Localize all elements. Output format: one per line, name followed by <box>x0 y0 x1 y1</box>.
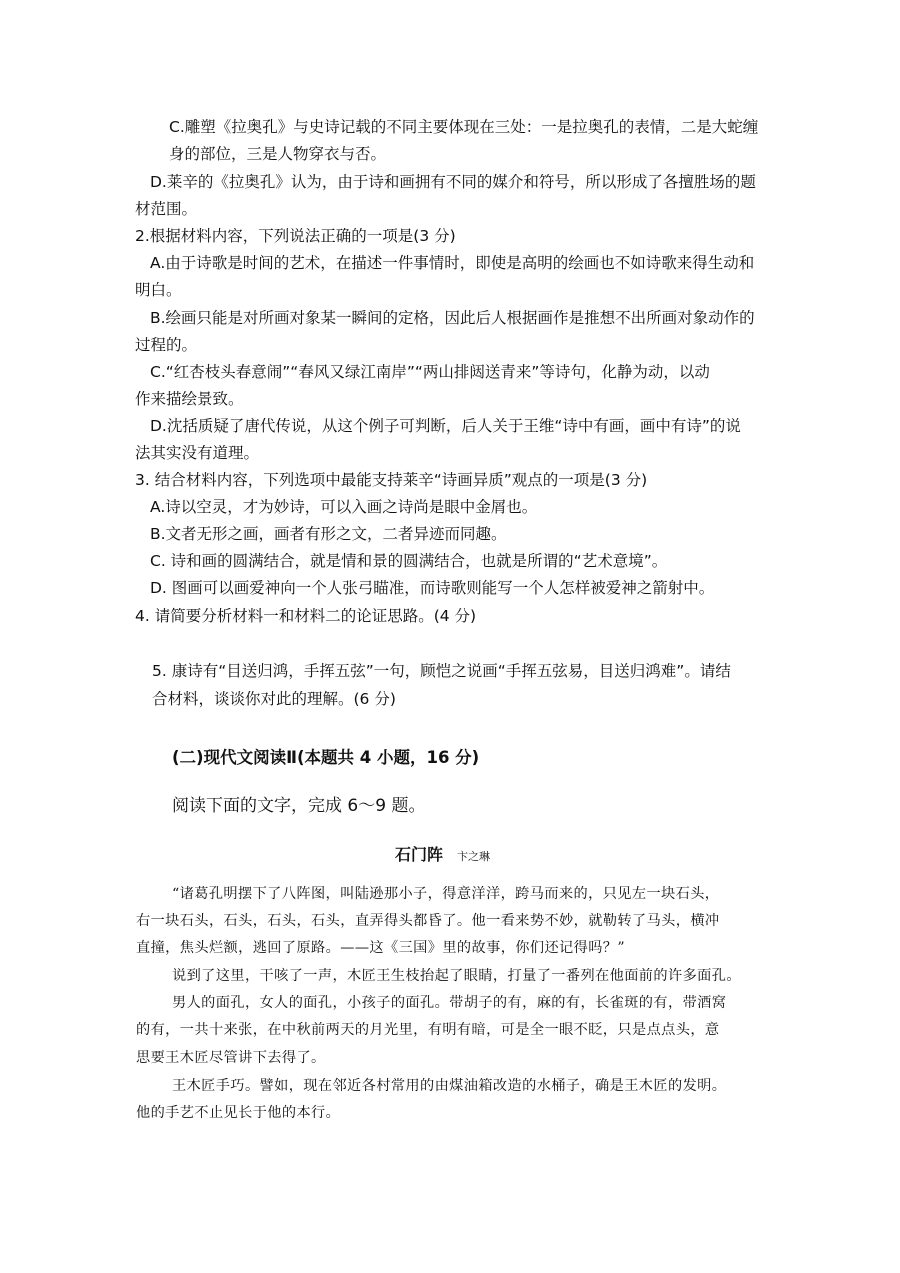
q2-option-a-line1: A.由于诗歌是时间的艺术，在描述一件事情时，即使是高明的绘画也不如诗歌来得生动和 <box>150 254 755 272</box>
q1-option-d-line1: D.莱辛的《拉奥孔》认为，由于诗和画拥有不同的媒介和符号，所以形成了各擅胜场的题 <box>150 173 756 191</box>
q2-option-b-line2: 过程的。 <box>135 336 198 354</box>
story-title-block <box>395 845 490 867</box>
q1-option-c-line2: 身的部位，三是人物穿衣与否。 <box>169 145 387 163</box>
story-author: 卞之琳 <box>457 850 491 863</box>
q3-option-a: A.诗以空灵，才为妙诗，可以入画之诗尚是眼中金屑也。 <box>150 498 538 516</box>
story-line: 王木匠手巧。譬如，现在邻近各村常用的由煤油箱改造的水桶子，确是王木匠的发明。 <box>172 1078 727 1094</box>
q3-option-c: C. 诗和画的圆满结合，就是情和景的圆满结合，也就是所谓的“艺术意境”。 <box>150 552 668 570</box>
q3-stem: 3. 结合材料内容，下列选项中最能支持莱辛“诗画异质”观点的一项是(3 分) <box>135 471 648 489</box>
story-line: 直撞，焦头烂额，逃回了原路。——这《三国》里的故事，你们还记得吗？” <box>136 940 626 956</box>
story-title: 石门阵 <box>395 845 444 864</box>
q2-stem: 2.根据材料内容，下列说法正确的一项是(3 分) <box>135 227 456 245</box>
story-line: 的有，一共十来张，在中秋前两天的月光里，有明有暗，可是全一眼不眨，只是点点头，意 <box>136 1022 720 1038</box>
q2-option-c-line1: C.“红杏枝头春意闹”“春风又绿江南岸”“两山排闼送青来”等诗句，化静为动，以动 <box>150 363 710 381</box>
section-title: (二)现代文阅读Ⅱ(本题共 4 小题，16 分) <box>172 748 480 767</box>
story-line: “诸葛孔明摆下了八阵图，叫陆逊那小子，得意洋洋，跨马而来的，只见左一块石头， <box>172 886 720 902</box>
section-instruction: 阅读下面的文字，完成 6～9 题。 <box>172 796 426 816</box>
q1-option-c-line1: C.雕塑《拉奥孔》与史诗记载的不同主要体现在三处：一是拉奥孔的表情，二是大蛇缠 <box>169 118 759 136</box>
q2-option-d-line1: D.沈括质疑了唐代传说，从这个例子可判断，后人关于王维“诗中有画，画中有诗”的说 <box>150 417 741 435</box>
story-line: 思要王木匠尽管讲下去得了。 <box>136 1050 326 1066</box>
story-line: 他的手艺不止见长于他的本行。 <box>136 1105 341 1121</box>
q2-option-a-line2: 明白。 <box>135 281 182 299</box>
q1-option-d-line2: 材范围。 <box>135 200 198 218</box>
story-line: 男人的面孔，女人的面孔，小孩子的面孔。带胡子的有，麻的有，长雀斑的有，带酒窝 <box>172 995 727 1011</box>
story-line: 右一块石头，石头，石头，石头，直弄得头都昏了。他一看来势不妙，就勒转了马头，横冲 <box>136 913 720 929</box>
q2-option-c-line2: 作来描绘景致。 <box>135 390 244 408</box>
q4-stem: 4. 请简要分析材料一和材料二的论证思路。(4 分) <box>135 607 477 625</box>
q2-option-b-line1: B.绘画只能是对所画对象某一瞬间的定格，因此后人根据画作是推想不出所画对象动作的 <box>150 309 755 327</box>
q5-line2: 合材料，谈谈你对此的理解。(6 分) <box>152 690 396 708</box>
story-line: 说到了这里，干咳了一声，木匠王生枝抬起了眼睛，打量了一番列在他面前的许多面孔。 <box>172 968 741 984</box>
q2-option-d-line2: 法其实没有道理。 <box>135 444 260 462</box>
q3-option-b: B.文者无形之画，画者有形之文，二者异迹而同趣。 <box>150 525 507 543</box>
q5-line1: 5. 康诗有“目送归鸿，手挥五弦”一句，顾恺之说画“手挥五弦易，目送归鸿难”。请结 <box>152 662 731 680</box>
q3-option-d: D. 图画可以画爱神向一个人张弓瞄准，而诗歌则能写一个人怎样被爱神之箭射中。 <box>150 579 715 597</box>
